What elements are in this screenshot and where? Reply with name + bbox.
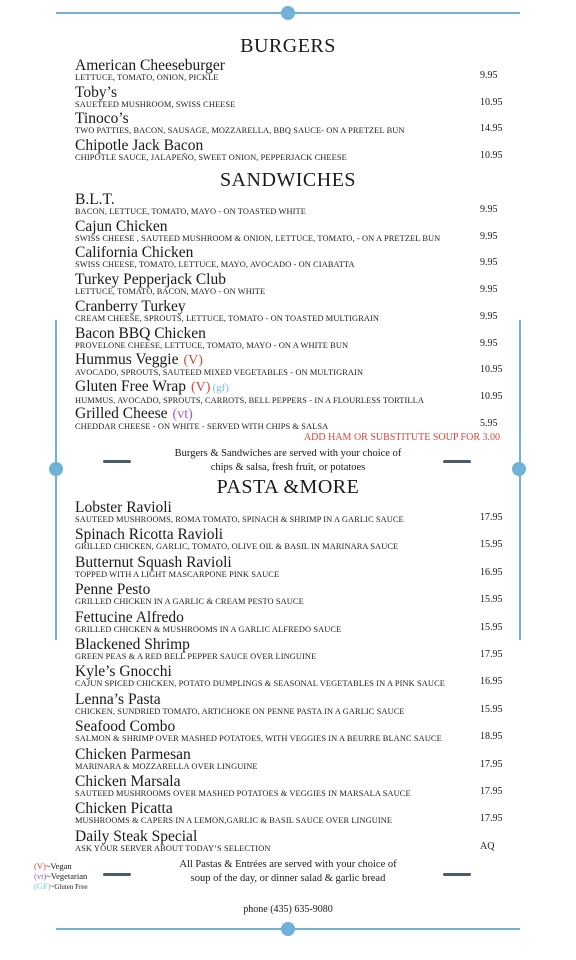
item-price: 17.95	[480, 813, 503, 825]
item-description: CREAM CHEESE, SPROUTS, LETTUCE, TOMATO - ON TOASTED MULTIGRAIN	[75, 313, 380, 323]
item-name	[75, 111, 515, 126]
section-title-pasta: PASTA &MORE	[216, 476, 360, 498]
item-description: ASK YOUR SERVER ABOUT TODAY’S SELECTION	[75, 843, 271, 853]
pasta-sides-note: All Pastas & Entrées are served with your choice of soup of the day, or dinner salad & garlic bread	[179, 859, 397, 884]
item-price: 16.95	[480, 676, 503, 688]
item-name	[75, 58, 515, 73]
item-price: 10.95	[480, 390, 503, 402]
item-name	[75, 692, 515, 707]
item-description: AVOCADO, SPROUTS, SAUTEED MIXED VEGETABLES - ON MULTIGRAIN	[75, 368, 364, 378]
item-description: CHIPOTLE SAUCE, JALAPEÑO, SWEET ONION, PEPPERJACK CHEESE	[75, 152, 347, 162]
item-name-text: Daily Steak Special	[75, 827, 198, 845]
item-name	[75, 637, 515, 652]
item-name	[75, 719, 515, 734]
menu-item	[75, 747, 515, 771]
menu-item	[75, 527, 515, 551]
menu-item	[75, 299, 515, 323]
item-price: 17.95	[480, 758, 503, 770]
item-price: 17.95	[480, 649, 503, 660]
item-description: MUSHROOMS & CAPERS IN A LEMON,GARLIC & BASIL SAUCE OVER LINGUINE	[75, 816, 393, 826]
item-name	[75, 555, 515, 570]
item-description: SWISS CHEESE , SAUTEED MUSHROOM & ONION, LETTUCE, TOMATO, - ON A PRETZEL BUN	[75, 233, 441, 243]
item-name-text: Bacon BBQ Chicken	[75, 324, 206, 342]
menu-item	[75, 719, 515, 743]
item-name-text: Chicken Parmesan	[75, 745, 191, 763]
item-description: TWO PATTIES, BACON, SAUSAGE, MOZZARELLA, BBQ SAUCE- ON A PRETZEL BUN	[75, 126, 405, 135]
phone-number: phone (435) 635-9080	[243, 904, 333, 915]
item-description: GREEN PEAS & A RED BELL PEPPER SAUCE OVER LINGUINE	[75, 652, 317, 661]
item-description: BACON, LETTUCE, TOMATO, MAYO - ON TOASTED WHITE	[75, 207, 306, 216]
item-name	[75, 192, 515, 207]
item-description: GRILLED CHICKEN & MUSHROOMS IN A GARLIC ALFREDO SAUCE	[75, 624, 342, 634]
item-description: SAUTEED MUSHROOMS OVER MASHED POTATOES & VEGGIES IN MARSALA SAUCE	[75, 789, 411, 798]
item-description: TOPPED WITH A LIGHT MASCARPONE PINK SAUCE	[75, 569, 280, 579]
menu-item	[75, 406, 515, 431]
item-name-text: Cajun Chicken	[75, 217, 168, 235]
item-description: MARINARA & MOZZARELLA OVER LINGUINE	[75, 761, 258, 771]
item-name	[75, 610, 515, 625]
item-name-text: Chicken Marsala	[75, 773, 181, 790]
section-title-burgers: BURGERS	[240, 35, 336, 57]
item-name	[75, 85, 515, 100]
item-name-text: Fettucine Alfredo	[75, 608, 184, 626]
item-name	[75, 774, 515, 789]
item-description: CHICKEN, SUNDRIED TOMATO, ARTICHOKE ON PENNE PASTA IN A GARLIC SAUCE	[75, 706, 405, 716]
item-name-text: Butternut Squash Ravioli	[75, 553, 232, 571]
item-description: SAUTEED MUSHROOMS, ROMA TOMATO, SPINACH & SHRIMP IN A GARLIC SAUCE	[75, 515, 404, 524]
item-price: 15.95	[480, 594, 503, 606]
item-price: 10.95	[480, 96, 503, 108]
item-name-text: Seafood Combo	[75, 718, 176, 736]
item-name	[75, 582, 515, 597]
menu-item	[75, 272, 515, 296]
sandwich-addon-note: ADD HAM OR SUBSTITUTE SOUP FOR 3.00	[303, 432, 500, 443]
menu-item	[75, 582, 515, 606]
menu-item	[75, 111, 515, 135]
item-price: 15.95	[480, 539, 503, 551]
item-name	[75, 406, 515, 422]
item-price: 17.95	[480, 786, 503, 797]
item-name	[75, 219, 515, 234]
item-description: HUMMUS, AVOCADO, SPROUTS, CARROTS, BELL PEPPERS - IN A FLOURLESS TORTILLA	[75, 395, 424, 405]
item-price: 5.95	[480, 417, 498, 429]
item-price: 9.95	[480, 284, 498, 296]
item-name	[75, 352, 515, 368]
diet-tag: (vt)	[172, 406, 193, 422]
item-name-text: Chicken Picatta	[75, 800, 173, 818]
item-description: PROVELONE CHEESE, LETTUCE, TOMATO, MAYO - ON A WHITE BUN	[75, 340, 349, 350]
item-name-text: Cranberry Turkey	[75, 297, 186, 315]
item-price: 15.95	[480, 703, 503, 715]
item-description: CAJUN SPICED CHICKEN, POTATO DUMPLINGS & SEASONAL VEGETABLES IN A PINK SAUCE	[75, 679, 445, 689]
item-price: 18.95	[480, 731, 503, 743]
item-name	[75, 829, 515, 844]
item-price: 16.95	[480, 566, 503, 578]
item-name-text: California Chicken	[75, 244, 194, 262]
item-name-text: Lenna’s Pasta	[75, 690, 161, 708]
item-name-text: Turkey Pepperjack Club	[75, 271, 226, 289]
item-name	[75, 326, 515, 341]
diet-tag: (V)	[183, 353, 203, 369]
menu-item	[75, 637, 515, 661]
item-name-text: Spinach Ricotta Ravioli	[75, 526, 224, 544]
menu-item	[75, 245, 515, 269]
item-name-text: Gluten Free Wrap	[75, 377, 186, 395]
item-price: 17.95	[480, 512, 503, 523]
menu-item	[75, 610, 515, 634]
sandwich-sides-note: Burgers & Sandwiches are served with your choice of chips & salsa, fresh fruit, or potatoes	[174, 448, 402, 473]
item-description: SWISS CHEESE, TOMATO, LETTUCE, MAYO, AVOCADO - ON CIABATTA	[75, 260, 355, 270]
menu-item	[75, 379, 515, 405]
item-name-text: Chipotle Jack Bacon	[75, 136, 204, 154]
item-price: 9.95	[480, 204, 498, 215]
menu-item	[75, 692, 515, 716]
item-price: 9.95	[480, 230, 498, 242]
item-name-text: Hummus Veggie	[75, 351, 179, 369]
item-name-text: B.L.T.	[75, 191, 115, 208]
item-name-text: Tinoco’s	[75, 110, 129, 127]
menu-item	[75, 801, 515, 825]
menu-item	[75, 58, 515, 82]
menu-item	[75, 85, 515, 109]
item-price: 15.95	[480, 621, 503, 633]
item-name	[75, 801, 515, 816]
item-name-text: Blackened Shrimp	[75, 636, 190, 653]
menu-item	[75, 326, 515, 350]
menu-item	[75, 500, 515, 524]
item-price: 9.95	[480, 70, 498, 81]
menu-item	[75, 774, 515, 798]
diet-tag: (gf)	[212, 381, 229, 394]
item-price: 9.95	[480, 310, 498, 322]
item-name-text: Kyle’s Gnocchi	[75, 663, 172, 681]
item-name	[75, 527, 515, 542]
item-name	[75, 299, 515, 314]
item-name-text: American Cheeseburger	[75, 57, 225, 74]
item-description: GRILLED CHICKEN, GARLIC, TOMATO, OLIVE OIL & BASIL IN MARINARA SAUCE	[75, 542, 399, 552]
dietary-legend: (V)~Vegan (vt)~Vegetarian (GF)~Gluten Free	[34, 861, 88, 891]
menu-item	[75, 192, 515, 216]
item-price: 10.95	[480, 149, 503, 161]
menu-item	[75, 219, 515, 243]
item-name-text: Grilled Cheese	[75, 404, 168, 422]
item-name-text: Penne Pesto	[75, 581, 151, 599]
menu-item	[75, 138, 515, 162]
item-description: SALMON & SHRIMP OVER MASHED POTATOES, WITH VEGGIES IN A BEURRE BLANC SAUCE	[75, 734, 442, 744]
item-name	[75, 500, 515, 515]
item-price: AQ	[480, 840, 495, 852]
item-price: 9.95	[480, 337, 498, 349]
item-description: LETTUCE, TOMATO, BACON, MAYO - ON WHITE	[75, 287, 266, 297]
diet-tag: (V)	[191, 379, 211, 395]
item-name	[75, 138, 515, 153]
item-name	[75, 664, 515, 679]
item-name	[75, 747, 515, 762]
menu-item	[75, 829, 515, 853]
item-name	[75, 272, 515, 287]
item-description: SAUETEED MUSHROOM, SWISS CHEESE	[75, 99, 236, 109]
item-description: CHEDDAR CHEESE - ON WHITE - SERVED WITH CHIPS & SALSA	[75, 421, 329, 431]
item-name	[75, 379, 515, 396]
item-price: 14.95	[480, 123, 503, 134]
item-name-text: Toby’s	[75, 83, 117, 101]
item-price: 10.95	[480, 364, 503, 376]
section-title-sandwiches: SANDWICHES	[219, 169, 357, 191]
menu-item	[75, 664, 515, 688]
menu-item	[75, 555, 515, 579]
menu-item	[75, 352, 515, 377]
item-description: GRILLED CHICKEN IN A GARLIC & CREAM PESTO SAUCE	[75, 597, 304, 607]
item-description: LETTUCE, TOMATO, ONION, PICKLE	[75, 73, 219, 82]
item-name	[75, 245, 515, 260]
item-price: 9.95	[480, 257, 498, 269]
item-name-text: Lobster Ravioli	[75, 499, 172, 516]
